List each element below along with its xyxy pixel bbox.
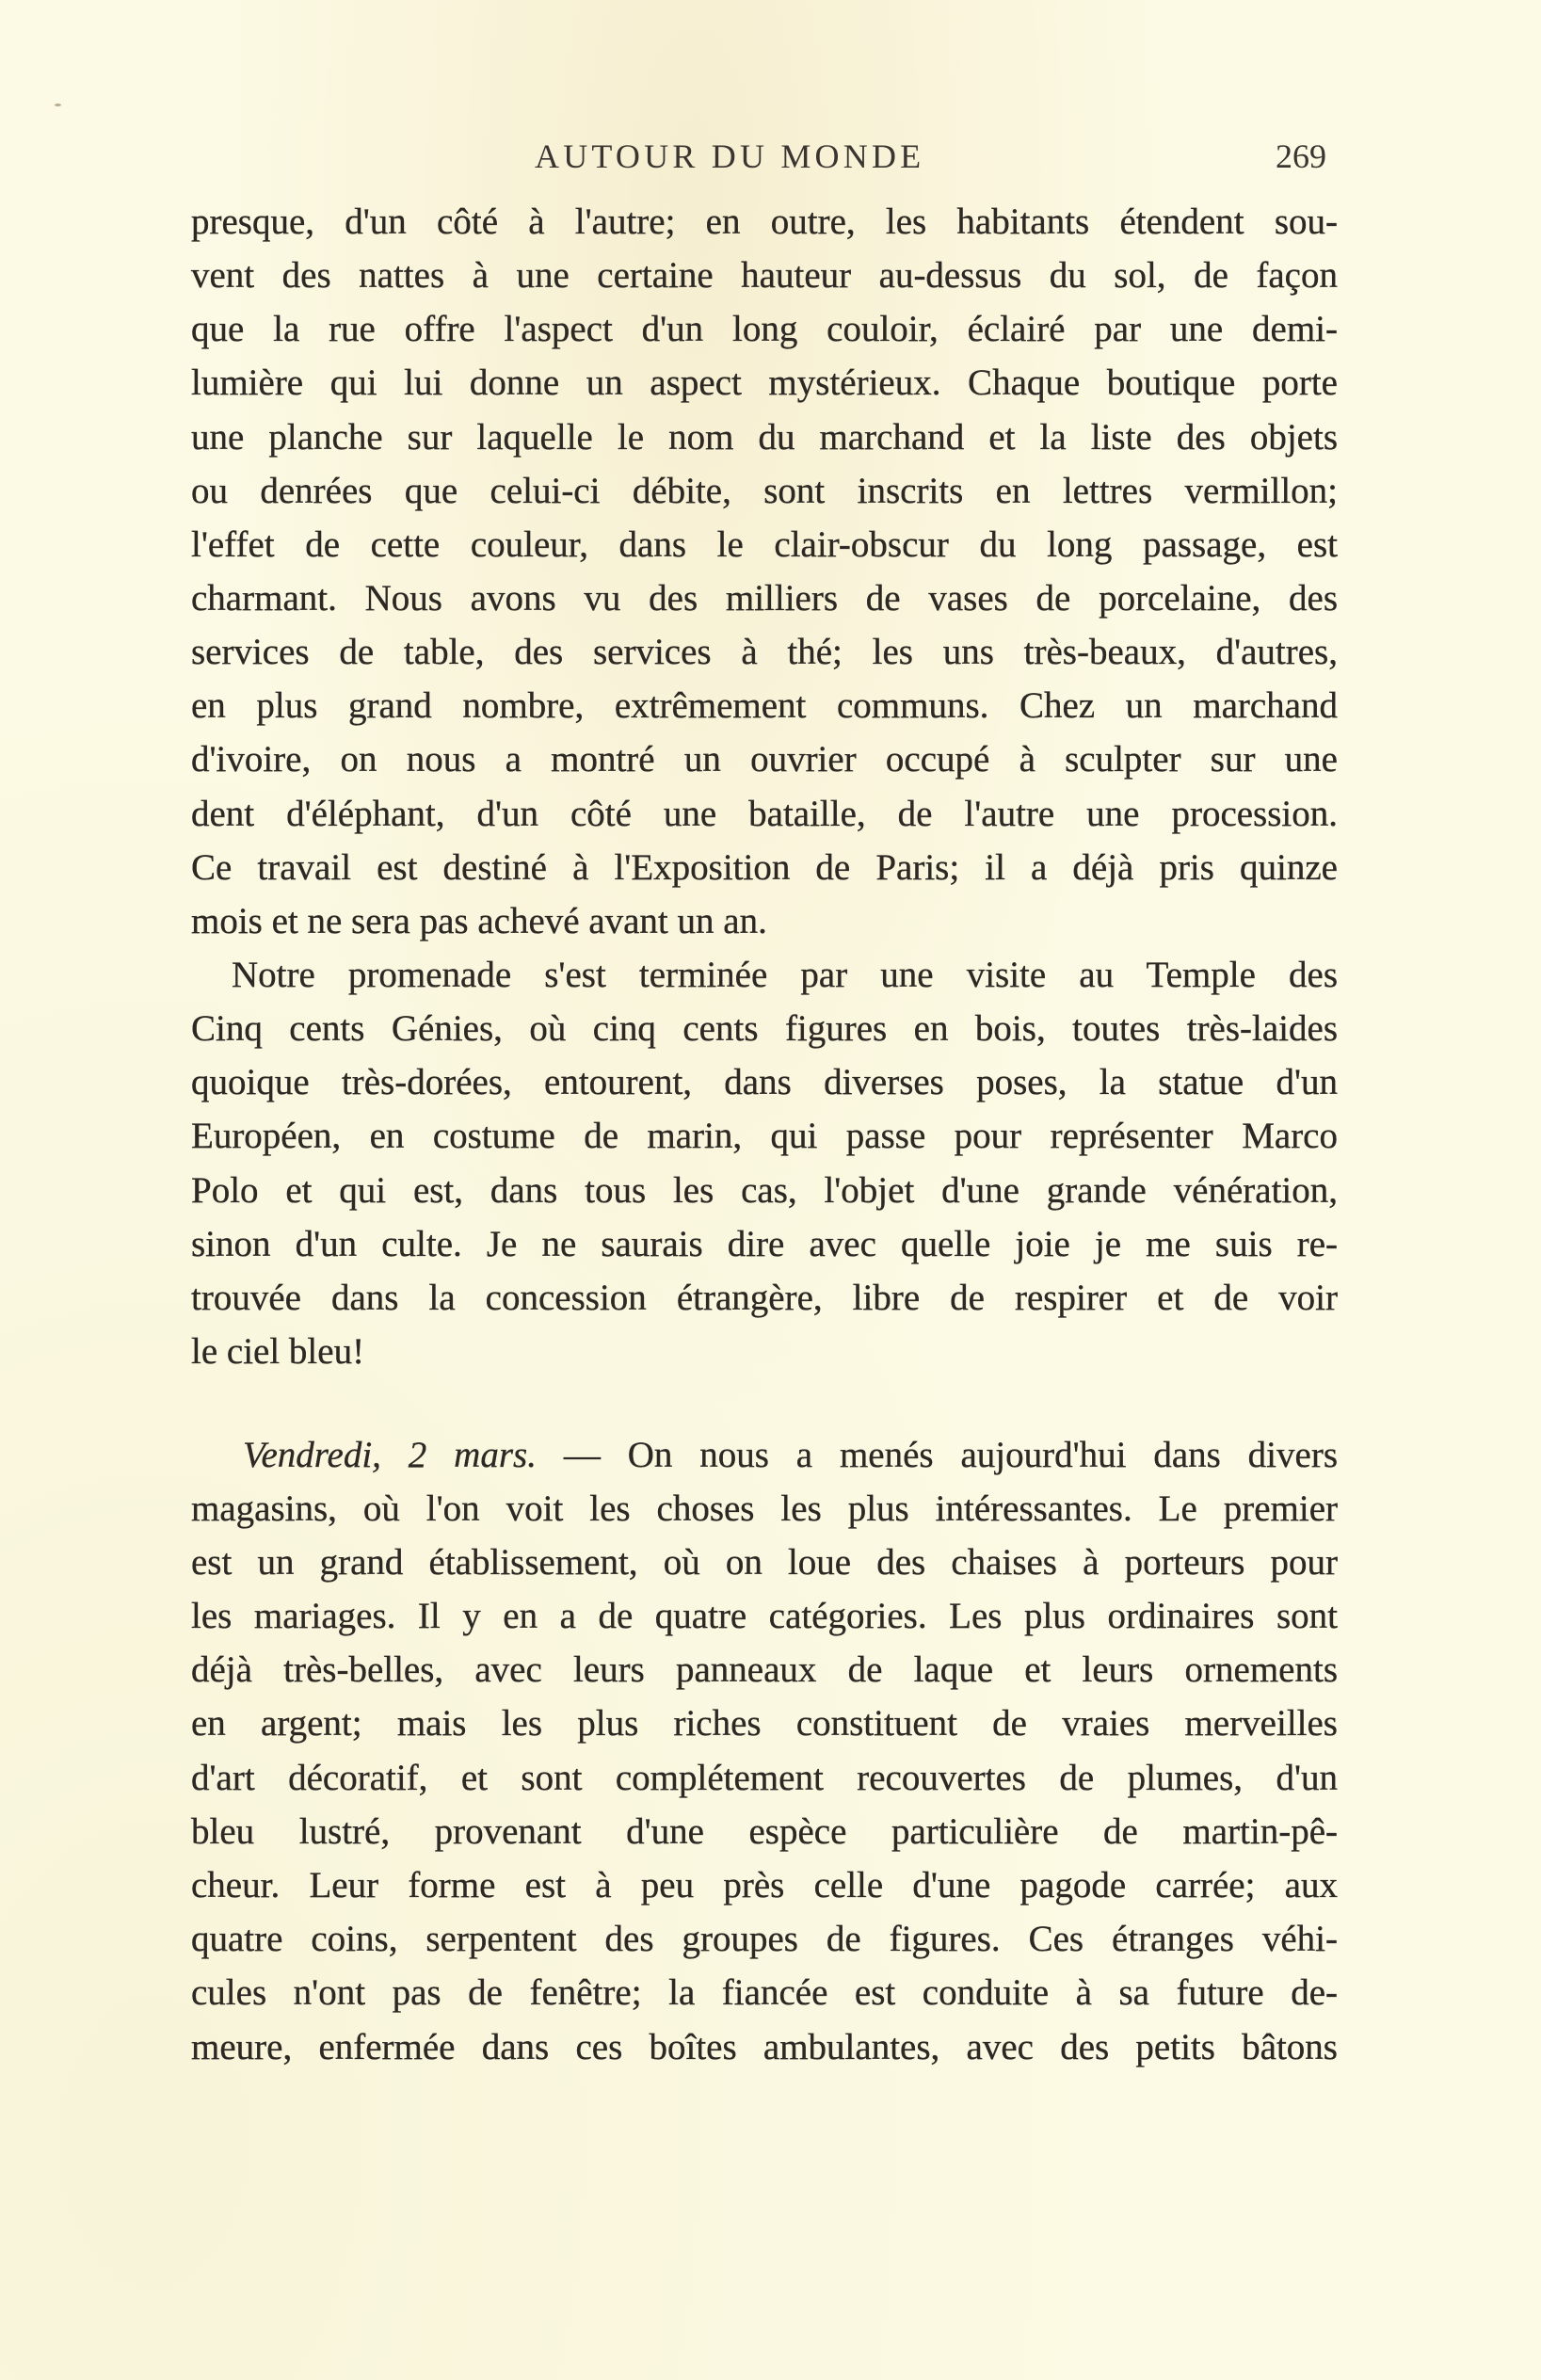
text-line: bleu lustré, provenant d'une espèce particulière de martin-pê- [191, 1811, 1338, 1852]
text-line: en argent; mais les plus riches constituent de vraies merveilles [191, 1703, 1338, 1744]
text-line: est un grand établissement, où on loue des chaises à porteurs pour [191, 1542, 1338, 1583]
text-line: dent d'éléphant, d'un côté une bataille, de l'autre une procession. [191, 794, 1338, 834]
text-line: l'effet de cette couleur, dans le clair-obscur du long passage, est [191, 524, 1338, 565]
text-line: magasins, où l'on voit les choses les plus intéressantes. Le premier [191, 1488, 1338, 1529]
text-line: Européen, en costume de marin, qui passe pour représenter Marco [191, 1116, 1338, 1156]
text-line: vent des nattes à une certaine hauteur au-dessus du sol, de façon [191, 255, 1338, 296]
paper-speck [55, 104, 61, 106]
dateline-rest: — On nous a menés aujourd'hui dans divers [563, 1435, 1338, 1475]
text-line: cules n'ont pas de fenêtre; la fiancée est conduite à sa future de- [191, 1972, 1338, 2013]
text-line: déjà très-belles, avec leurs panneaux de laque et leurs ornements [191, 1649, 1338, 1690]
text-line: trouvée dans la concession étrangère, libre de respirer et de voir [191, 1278, 1338, 1318]
text-line: mois et ne sera pas achevé avant un an. [191, 901, 767, 941]
text-line: que la rue offre l'aspect d'un long couloir, éclairé par une demi- [191, 309, 1338, 349]
text-line: Polo et qui est, dans tous les cas, l'objet d'une grande vénération, [191, 1170, 1338, 1211]
text-line: une planche sur laquelle le nom du marchand et la liste des objets [191, 417, 1338, 458]
text-line: cheur. Leur forme est à peu près celle d'une pagode carrée; aux [191, 1865, 1338, 1906]
text-line: quatre coins, serpentent des groupes de figures. Ces étranges véhi- [191, 1919, 1338, 1959]
dateline: Vendredi, 2 mars. [243, 1435, 537, 1475]
text-line: Notre promenade s'est terminée par une visite au Temple des [232, 955, 1338, 995]
text-line: d'art décoratif, et sont complétement recouvertes de plumes, d'un [191, 1758, 1338, 1798]
text-line: Ce travail est destiné à l'Exposition de Paris; il a déjà pris quinze [191, 847, 1338, 888]
text-line: charmant. Nous avons vu des milliers de vases de porcelaine, des [191, 578, 1338, 619]
text-line: services de table, des services à thé; les uns très-beaux, d'autres, [191, 632, 1338, 672]
text-line: Cinq cents Génies, où cinq cents figures en bois, toutes très-laides [191, 1008, 1338, 1049]
text-line: presque, d'un côté à l'autre; en outre, les habitants étendent sou- [191, 201, 1338, 242]
text-line: meure, enfermée dans ces boîtes ambulantes, avec des petits bâtons [191, 2027, 1338, 2067]
text-line: ou denrées que celui-ci débite, sont inscrits en lettres vermillon; [191, 471, 1338, 511]
text-line: les mariages. Il y en a de quatre catégories. Les plus ordinaires sont [191, 1596, 1338, 1636]
text-line: sinon d'un culte. Je ne saurais dire avec quelle joie je me suis re- [191, 1224, 1338, 1264]
text-line: lumière qui lui donne un aspect mystérieux. Chaque boutique porte [191, 362, 1338, 403]
text-line: d'ivoire, on nous a montré un ouvrier occupé à sculpter sur une [191, 739, 1338, 780]
text-line [243, 1428, 1338, 1482]
text-line: le ciel bleu! [191, 1331, 365, 1372]
text-line: quoique très-dorées, entourent, dans diverses poses, la statue d'un [191, 1062, 1338, 1102]
running-title: AUTOUR DU MONDE [535, 137, 925, 175]
text-line: en plus grand nombre, extrêmement communs. Chez un marchand [191, 685, 1338, 726]
page-number: 269 [1276, 137, 1326, 175]
